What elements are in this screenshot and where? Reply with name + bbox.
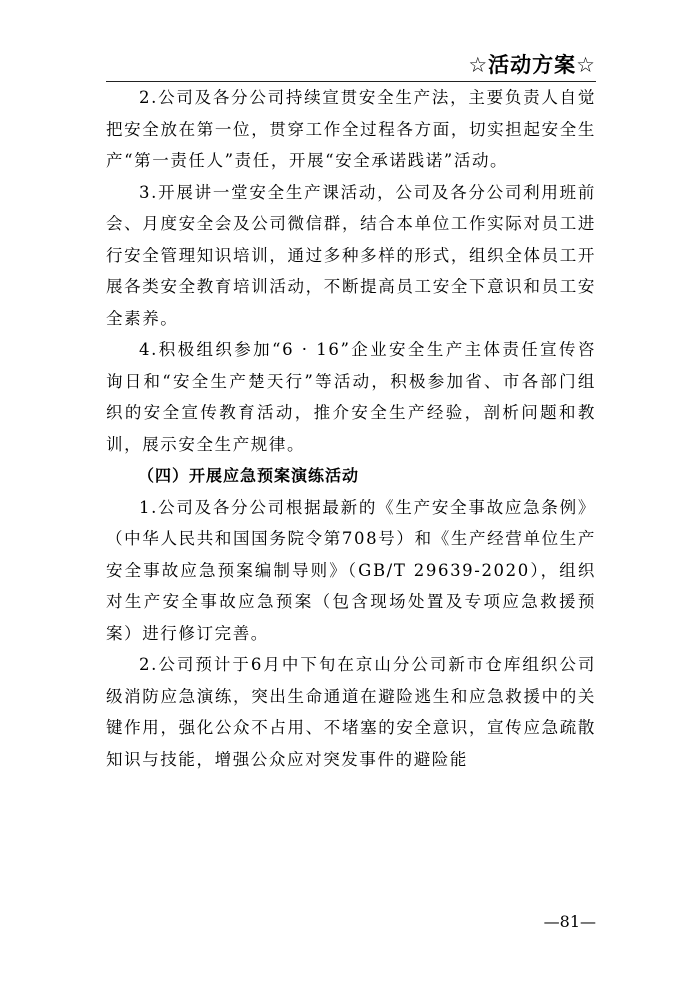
paragraph: 1.公司及各分公司根据最新的《生产安全事故应急条例》（中华人民共和国国务院令第708号）和《生产经营单位生产安全事故应急预案编制导则》（GB/T 29639-2020），组织对生产安全事故应急预案（包含现场处置及专项应急救援预案）进行修订完善。	[106, 497, 596, 643]
page-number: —81—	[543, 912, 596, 931]
paragraph: 2.公司预计于6月中下旬在京山分公司新市仓库组织公司级消防应急演练，突出生命通道在避险逃生和应急救援中的关键作用，强化公众不占用、不堵塞的安全意识，宣传应急疏散知识与技能，增强公众应对突发事件的避险能	[106, 655, 596, 769]
document-body	[106, 82, 596, 775]
running-header	[106, 50, 596, 80]
header-title: ☆活动方案☆	[468, 53, 596, 77]
paragraph: 2.公司及各分公司持续宣贯安全生产法，主要负责人自觉把安全放在第一位，贯穿工作全过程各方面，切实担起安全生产“第一责任人”责任，开展“安全承诺践诺”活动。	[106, 88, 596, 170]
section-heading: （四）开展应急预案演练活动	[138, 466, 360, 485]
paragraph: 3.开展讲一堂安全生产课活动，公司及各分公司利用班前会、月度安全会及公司微信群，结合本单位工作实际对员工进行安全管理知识培训，通过多种多样的形式，组织全体员工开展各类安全教育培训活动，不断提高员工安全下意识和员工安全素养。	[106, 182, 596, 328]
paragraph: 4.积极组织参加“6 · 16”企业安全生产主体责任宣传咨询日和“安全生产楚天行”等活动，积极参加省、市各部门组织的安全宣传教育活动，推介安全生产经验，剖析问题和教训，展示安全生产规律。	[106, 340, 596, 454]
